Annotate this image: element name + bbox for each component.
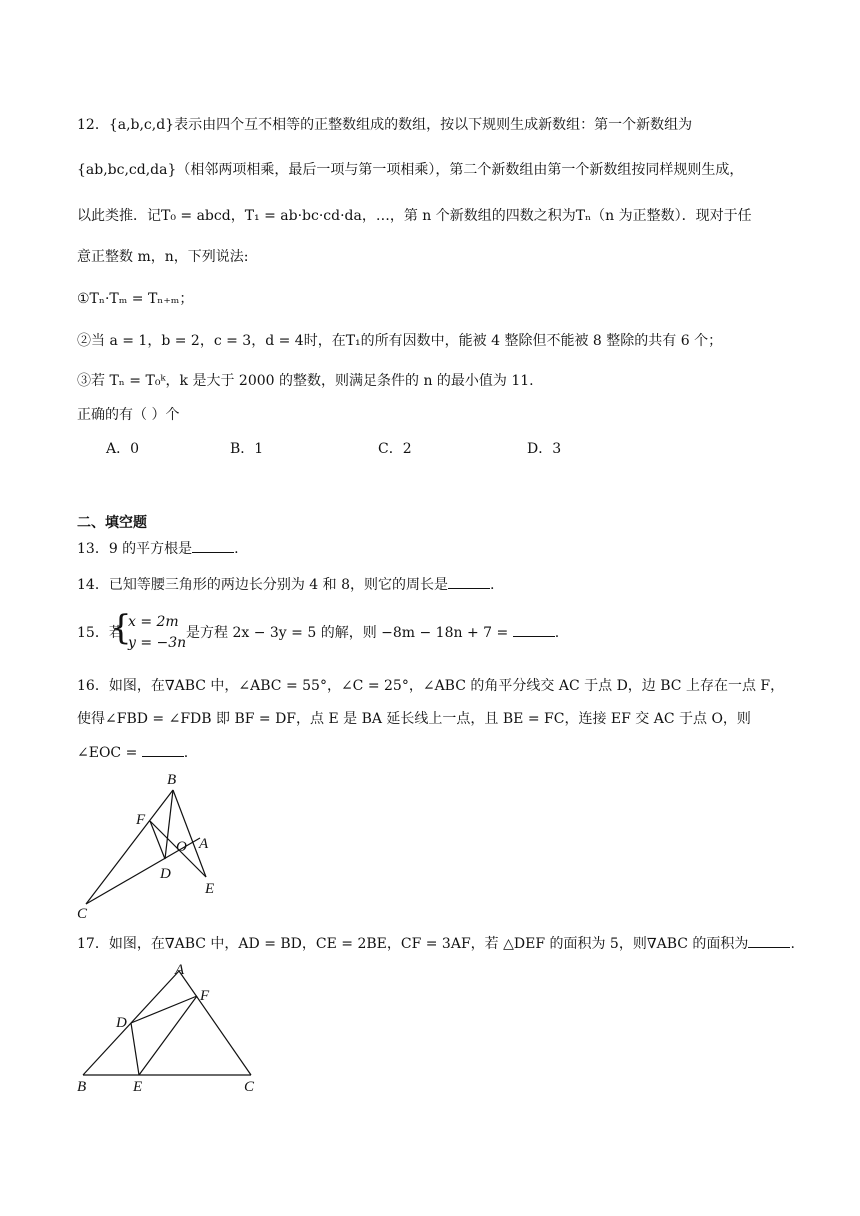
section-heading: 二、填空题 [77, 515, 147, 531]
q16-line3: ∠EOC = . [77, 745, 189, 761]
fig16-label-E: E [205, 881, 215, 897]
option-d[interactable]: D．3 [527, 441, 562, 457]
fig16-label-A: A [199, 836, 209, 852]
segment-BD [165, 790, 173, 859]
fig16-label-D: D [160, 866, 171, 882]
fig16-label-B: B [167, 772, 177, 788]
segment-AC [179, 971, 251, 1075]
q15-post-text: 是方程 2x − 3y = 5 的解，则 −8m − 18n + 7 = [186, 625, 509, 641]
q17: 17．如图，在∇ABC 中，AD = BD，CE = 2BE，CF = 3AF，若 △DEF 的面积为 5，则∇ABC 的面积为 . [77, 936, 795, 952]
option-c[interactable]: C．2 [378, 441, 412, 457]
q12-statement-2: ②当 a = 1，b = 2，c = 3，d = 4时，在T₁的所有因数中，能被 4 整除但不能被 8 整除的共有 6 个； [77, 333, 723, 349]
q15-pre: 15．若 [77, 625, 123, 641]
fig17-label-D: D [116, 1015, 127, 1031]
option-a[interactable]: A．0 [106, 441, 140, 457]
fig16-label-O: O [176, 839, 187, 855]
segment-DE [131, 1023, 139, 1075]
fig17-label-C: C [244, 1079, 255, 1095]
q12-statement-3: ③若 Tₙ = T₀ᵏ，k 是大于 2000 的整数，则满足条件的 n 的最小值为 11. [77, 373, 534, 389]
q17-text: 17．如图，在∇ABC 中，AD = BD，CE = 2BE，CF = 3AF，若 △DEF 的面积为 5，则∇ABC 的面积为 [77, 936, 749, 952]
segment-BE [173, 790, 206, 877]
q15-brace: { [110, 608, 132, 648]
q12-line2: {ab,bc,cd,da}（相邻两项相乘，最后一项与第一项相乘），第二个新数组由第一个新数组按同样规则生成， [77, 162, 744, 178]
q16-line2: 使得∠FBD = ∠FDB 即 BF = DF，点 E 是 BA 延长线上一点，且 BE = FC，连接 EF 交 AC 于点 O，则 [77, 711, 751, 727]
option-b[interactable]: B．1 [230, 441, 264, 457]
q12-line1: 12．{a,b,c,d}表示由四个互不相等的正整数组成的数组，按以下规则生成新数组：第一个新数组为 [77, 117, 693, 133]
q13-text: 13．9 的平方根是 [77, 541, 193, 557]
segment-FD [150, 821, 165, 859]
q16-line3-text: ∠EOC = [77, 745, 138, 761]
fig17-label-E: E [133, 1079, 143, 1095]
q15-sys2: y = −3n [128, 635, 187, 651]
fig16-label-F: F [136, 812, 146, 828]
q15-post-line: 是方程 2x − 3y = 5 的解，则 −8m − 18n + 7 = . [186, 625, 560, 641]
fig17-label-B: B [77, 1079, 87, 1095]
q12-line3: 以此类推．记T₀ = abcd，T₁ = ab·bc·cd·da，…，第 n 个新数组的四数之积为Tₙ（n 为正整数）．现对于任 [77, 208, 752, 224]
figure-q17 [83, 971, 251, 1075]
q12-statement-1: ①Tₙ·Tₘ = Tₙ₊ₘ； [77, 291, 194, 307]
q14: 14．已知等腰三角形的两边长分别为 4 和 8，则它的周长是 . [77, 577, 495, 593]
q14-text: 14．已知等腰三角形的两边长分别为 4 和 8，则它的周长是 [77, 577, 448, 593]
fig17-label-F: F [200, 988, 210, 1004]
q15-sys1: x = 2m [128, 614, 179, 630]
q12-line4: 意正整数 m，n，下列说法: [77, 249, 249, 265]
q12-prompt: 正确的有（ ）个 [77, 407, 180, 423]
fig16-label-C: C [77, 906, 88, 922]
q16-line1: 16．如图，在∇ABC 中，∠ABC = 55°，∠C = 25°，∠ABC 的角平分线交 AC 于点 D，边 BC 上存在一点 F， [77, 678, 785, 694]
fig17-label-A: A [175, 962, 185, 978]
q17-answer-blank[interactable] [748, 935, 790, 948]
q13: 13．9 的平方根是 . [77, 541, 239, 557]
